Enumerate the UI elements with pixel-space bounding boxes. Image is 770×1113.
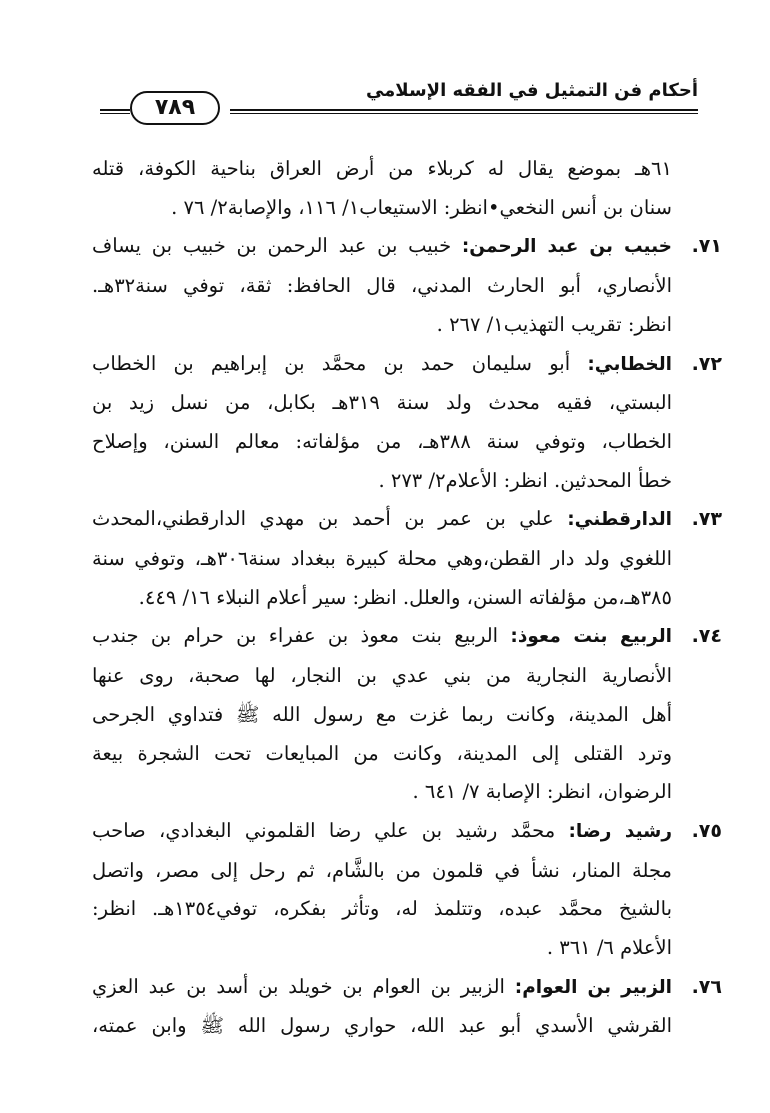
text-line: انظر: تقريب التهذيب١/ ٢٦٧ . bbox=[436, 312, 672, 336]
text-line: مجلة المنار، نشأ في قلمون من بالشَّام، ثم رحل إلى مصر، واتصل bbox=[92, 858, 672, 882]
text-line: خبيب بن عبد الرحمن بن خبيب بن يساف bbox=[92, 234, 452, 258]
biography-entry-71 bbox=[92, 227, 722, 344]
entry-number: ٧١. bbox=[691, 235, 722, 258]
text-line: البستي، فقيه محدث ولد سنة ٣١٩هـ بكابل، من نسل زيد بن bbox=[92, 391, 672, 415]
text-line: بالشيخ محمَّد عبده، وتتلمذ له، وتأثر بفكره، توفي١٣٥٤هـ. انظر: bbox=[92, 897, 672, 921]
entry-first-line bbox=[92, 617, 722, 657]
text-line: الزبير بن العوام بن خويلد بن أسد بن عبد العزي bbox=[92, 974, 505, 998]
header-rule-left bbox=[100, 109, 130, 114]
text-line: القرشي الأسدي أبو عبد الله، حواري رسول الله ﷺ وابن عمته، bbox=[92, 1014, 672, 1038]
text-line: خطأ المحدثين. انظر: الأعلام٢/ ٢٧٣ . bbox=[378, 468, 672, 492]
entry-name: الزبير بن العوام: bbox=[514, 976, 672, 998]
text-line: أبو سليمان حمد بن محمَّد بن إبراهيم بن الخطاب bbox=[92, 351, 571, 375]
text-line: الربيع بنت معوذ بن عفراء بن حرام بن جندب bbox=[92, 624, 499, 648]
text-line: الخطاب، وتوفي سنة ٣٨٨هـ، من مؤلفاته: معالم السنن، وإصلاح bbox=[92, 429, 672, 453]
entry-first-line bbox=[92, 968, 722, 1008]
text-line: الأنصاري، أبو الحارث المدني، قال الحافظ: ثقة، توفي سنة٣٢هـ. bbox=[92, 274, 672, 298]
text-line: الأنصارية النجارية من بني عدي بن النجار، لها صحبة، روى عنها bbox=[92, 664, 672, 688]
biography-entry-75 bbox=[92, 812, 722, 968]
page-body bbox=[92, 150, 722, 1046]
entry-first-line bbox=[92, 345, 722, 385]
entry-name: الدارقطني: bbox=[567, 509, 672, 531]
entry-name: رشيد رضا: bbox=[568, 820, 672, 842]
text-line: محمَّد رشيد بن علي رضا القلموني البغدادي، صاحب bbox=[92, 818, 556, 842]
biography-entry-74 bbox=[92, 617, 722, 812]
entry-number: ٧٦. bbox=[691, 975, 722, 998]
text-line: أهل المدينة، وكانت ربما غزت مع رسول الله ﷺ فتداوي الجرحى bbox=[92, 702, 672, 726]
text-line: ٦١هـ بموضع يقال له كربلاء من أرض العراق بناحية الكوفة، قتله bbox=[92, 157, 672, 180]
entry-name: الربيع بنت معوذ: bbox=[510, 626, 672, 648]
entry-number: ٧٥. bbox=[691, 819, 722, 842]
text-line: ٣٨٥هـ،من مؤلفاته السنن، والعلل. انظر: سير أعلام النبلاء ١٦/ ٤٤٩. bbox=[138, 585, 672, 609]
page-header bbox=[100, 78, 698, 126]
entry-first-line bbox=[92, 500, 722, 540]
entry-first-line bbox=[92, 812, 722, 852]
entry-name: الخطابي: bbox=[587, 353, 672, 375]
entry-number: ٧٣. bbox=[691, 508, 722, 531]
biography-entry-76 bbox=[92, 968, 722, 1046]
header-rule-right bbox=[230, 109, 698, 114]
text-line: الأعلام ٦/ ٣٦١ . bbox=[546, 936, 672, 960]
running-title: أحكام فن التمثيل في الفقه الإسلامي bbox=[365, 80, 698, 101]
biography-entry-72 bbox=[92, 345, 722, 501]
text-line: الرضوان، انظر: الإصابة ٧/ ٦٤١ . bbox=[412, 780, 672, 804]
entry-name: خبيب بن عبد الرحمن: bbox=[461, 236, 672, 258]
text-line: وترد القتلى إلى المدينة، وكانت من المبايعات تحت الشجرة بيعة bbox=[92, 741, 672, 765]
text-line: سنان بن أنس النخعي•انظر: الاستيعاب١/ ١١٦، والإصابة٢/ ٧٦ . bbox=[171, 195, 672, 219]
entry-number: ٧٤. bbox=[691, 625, 722, 648]
text-line: علي بن عمر بن أحمد بن مهدي الدارقطني،المحدث bbox=[92, 507, 554, 531]
page-number: ٧٨٩ bbox=[130, 91, 220, 125]
entry-first-line bbox=[92, 227, 722, 267]
text-line: اللغوي ولد دار القطن،وهي محلة كبيرة ببغداد سنة٣٠٦هـ، وتوفي سنة bbox=[92, 547, 672, 571]
continuation-paragraph bbox=[92, 150, 672, 227]
biography-entry-73 bbox=[92, 500, 722, 617]
entry-number: ٧٢. bbox=[691, 352, 722, 375]
